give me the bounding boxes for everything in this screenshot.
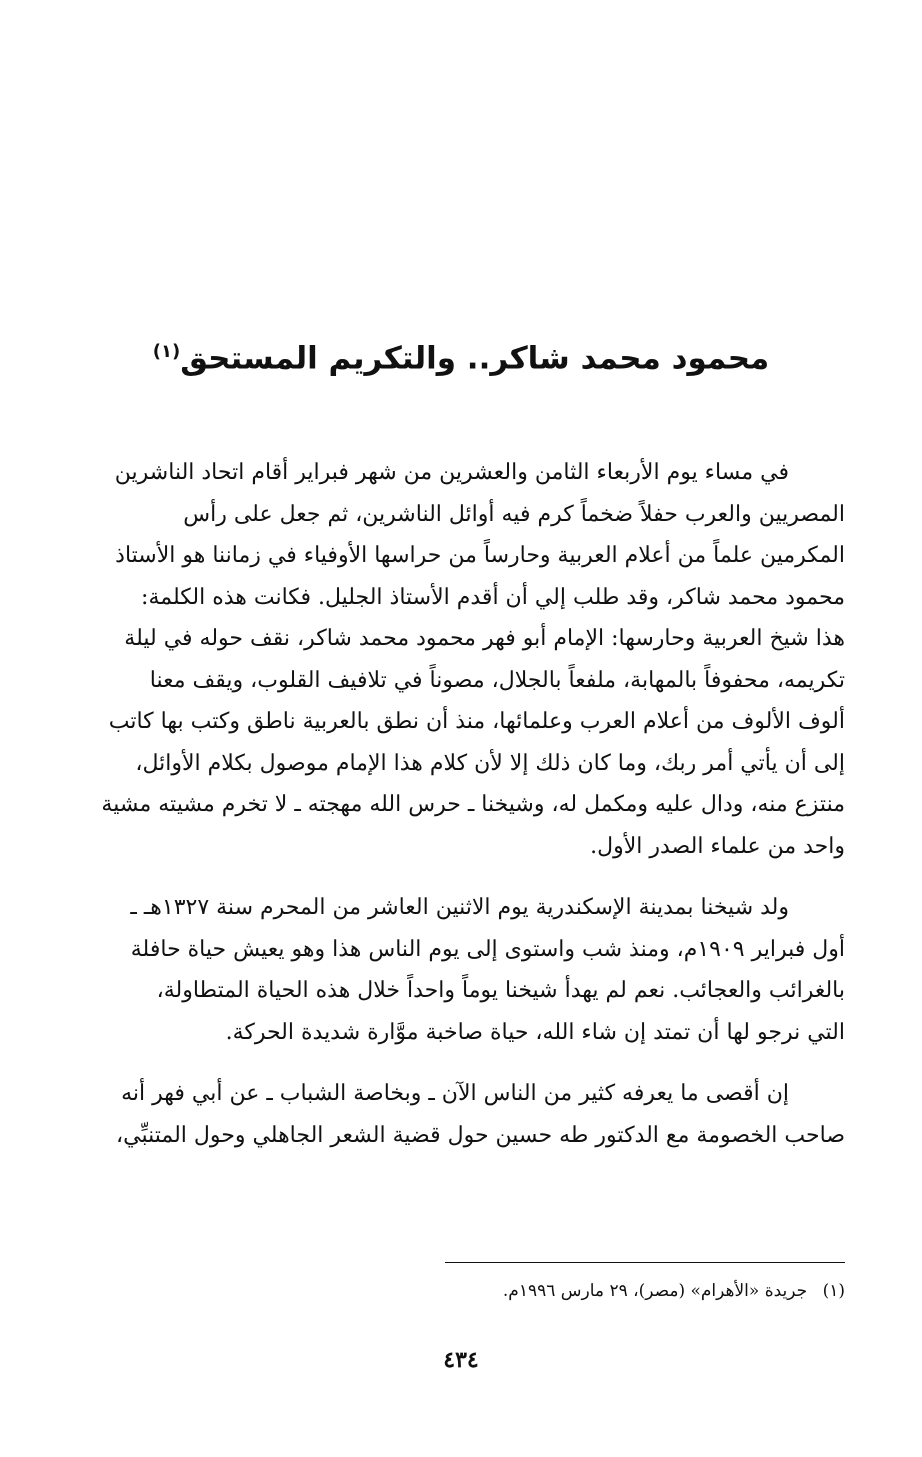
chapter-title [60,322,862,388]
text-line: التي نرجو لها أن تمتد إن شاء الله، حياة صاخبة موَّارة شديدة الحركة. [225,1019,845,1045]
text-line: واحد من علماء الصدر الأول. [590,833,845,859]
text-line: المصريين والعرب حفلاً ضخماً كرم فيه أوائل الناشرين، ثم جعل على رأس [183,501,845,527]
text-line: تكريمه، محفوفاً بالمهابة، ملفعاً بالجلال، مصوناً في تلافيف القلوب، ويقف معنا [149,667,845,693]
text-line: محمود محمد شاكر، وقد طلب إلي أن أقدم الأستاذ الجليل. فكانت هذه الكلمة: [141,584,845,610]
footnote-divider [445,1262,845,1263]
footnote [145,1276,845,1306]
text-line: منتزع منه، ودال عليه ومكمل له، وشيخنا ـ حرس الله مهجته ـ لا تخرم مشيته مشية [101,792,845,817]
text-line: المكرمين علماً من أعلام العربية وحارساً من حراسها الأوفياء في زماننا هو الأستاذ [115,543,845,568]
footnote-reference: (١) [152,341,181,362]
text-line: في مساء يوم الأربعاء الثامن والعشرين من شهر فبراير أقام اتحاد الناشرين [114,460,789,485]
chapter-title-text: محمود محمد شاكر.. والتكريم المستحق [180,340,770,377]
text-line: إن أقصى ما يعرفه كثير من الناس الآن ـ وبخاصة الشباب ـ عن أبي فهر أنه [121,1081,789,1106]
text-line: إلى أن يأتي أمر ربك، وما كان ذلك إلا لأن كلام هذا الإمام موصول بكلام الأوائل، [135,750,845,776]
text-line: صاحب الخصومة مع الدكتور طه حسين حول قضية الشعر الجاهلي وحول المتنبِّي، [116,1122,845,1148]
paragraph-1 [52,452,845,867]
footnote-text: جريدة «الأهرام» (مصر)، ٢٩ مارس ١٩٩٦م. [502,1281,808,1301]
paragraph-2 [52,887,845,1053]
text-line: ولد شيخنا بمدينة الإسكندرية يوم الاثنين العاشر من المحرم سنة ١٣٢٧هـ ـ [130,895,789,920]
page-number: ٤٣٤ [443,1347,479,1373]
text-line: ألوف الألوف من أعلام العرب وعلمائها، منذ أن نطق بالعربية ناطق وكتب بها كاتب [108,709,845,734]
text-line: أول فبراير ١٩٠٩م، ومنذ شب واستوى إلى يوم الناس هذا وهو يعيش حياة حافلة [130,936,845,962]
footnote-marker: (١) [822,1281,845,1301]
paragraph-3 [52,1073,845,1156]
text-line: بالغرائب والعجائب. نعم لم يهدأ شيخنا يوماً واحداً خلال هذه الحياة المتطاولة، [156,978,845,1003]
body-text [52,452,845,1176]
text-line: هذا شيخ العربية وحارسها: الإمام أبو فهر محمود محمد شاكر، نقف حوله في ليلة [124,626,845,651]
